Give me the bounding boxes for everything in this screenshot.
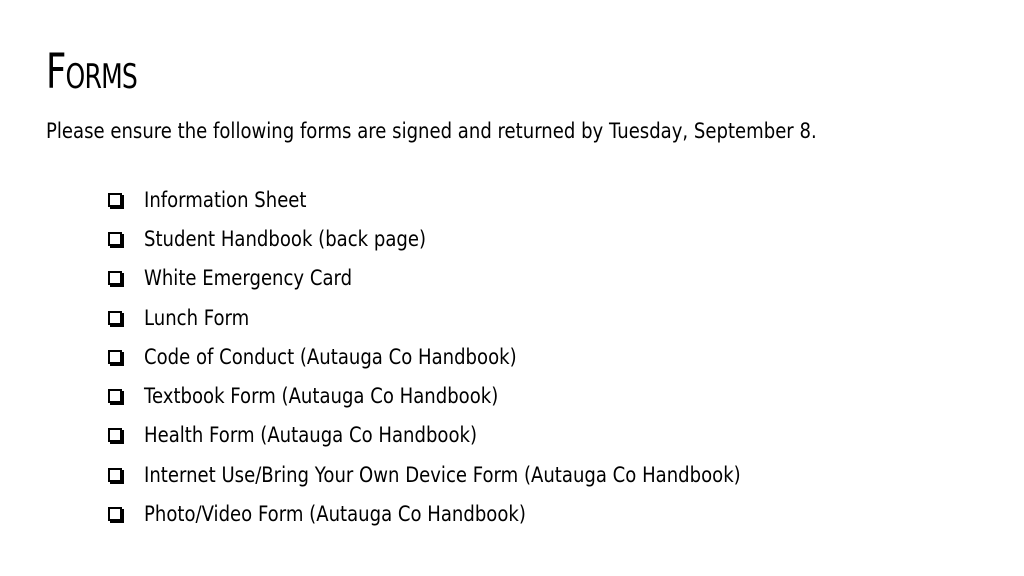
checkbox-icon [108, 232, 122, 246]
list-item-label: Lunch Form [144, 305, 250, 330]
checkbox-icon [108, 507, 122, 521]
list-item [108, 376, 838, 415]
checkbox-icon [108, 350, 122, 364]
list-item-label: White Emergency Card [144, 266, 353, 291]
list-item [108, 180, 838, 219]
checkbox-icon [108, 193, 122, 207]
list-item-label: Information Sheet [144, 187, 307, 212]
instructions-text: Please ensure the following forms are signed and returned by Tuesday, September 8. [46, 119, 817, 143]
list-item-label: Code of Conduct (Autauga Co Handbook) [144, 344, 517, 369]
checkbox-icon [108, 468, 122, 482]
checkbox-icon [108, 428, 122, 442]
checkbox-icon [108, 311, 122, 325]
forms-checklist [108, 180, 838, 534]
list-item [108, 298, 838, 337]
list-item [108, 455, 838, 494]
page-title: Forms [46, 44, 138, 100]
list-item [108, 494, 838, 533]
list-item [108, 219, 838, 258]
list-item-label: Photo/Video Form (Autauga Co Handbook) [144, 502, 526, 527]
checkbox-icon [108, 389, 122, 403]
list-item [108, 416, 838, 455]
list-item-label: Health Form (Autauga Co Handbook) [144, 423, 478, 448]
list-item [108, 259, 838, 298]
list-item [108, 337, 838, 376]
checkbox-icon [108, 271, 122, 285]
list-item-label: Textbook Form (Autauga Co Handbook) [144, 384, 499, 409]
list-item-label: Student Handbook (back page) [144, 226, 427, 251]
list-item-label: Internet Use/Bring Your Own Device Form (Autauga Co Handbook) [144, 462, 741, 487]
